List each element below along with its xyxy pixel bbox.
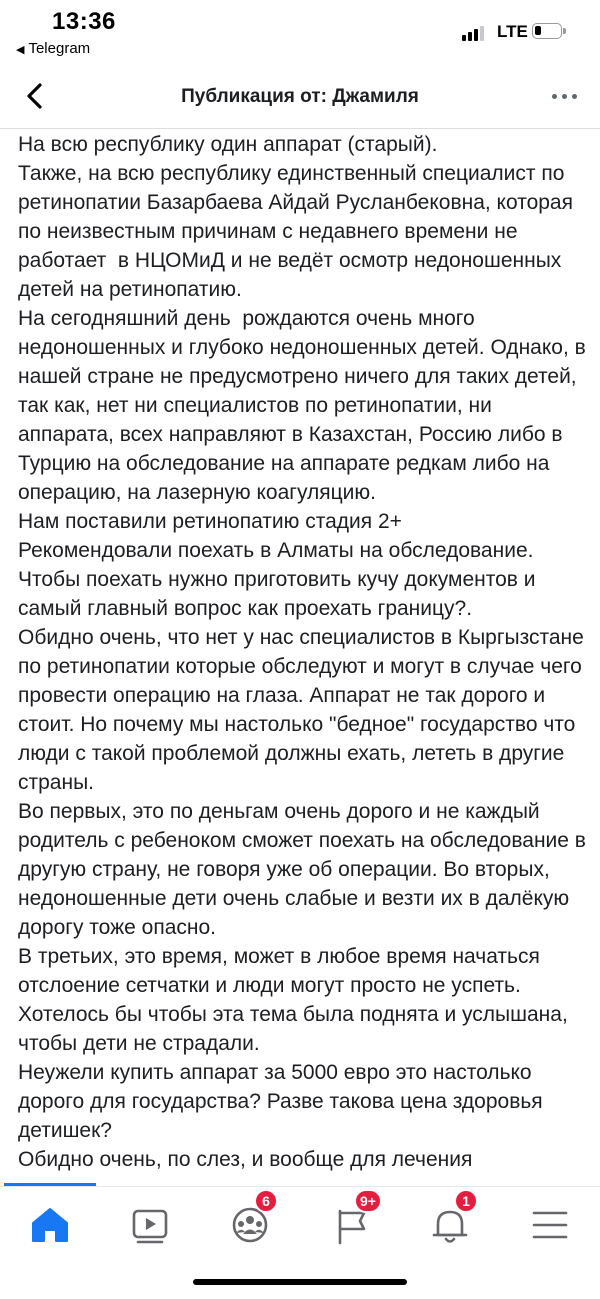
signal-icon <box>462 25 488 41</box>
pages-badge: 9+ <box>354 1189 382 1213</box>
post-paragraph: Нам поставили ретинопатию стадия 2+ <box>18 510 402 533</box>
post-paragraph: Обидно очень, что нет у нас специалистов в Кыргызстане по ретинопатии которые обследуют и могут в случае чего провести операцию на глаза. Аппарат не так дорого и стоит. Но почему мы настолько "бедное" государство что люди с такой проблемой должны ехать, лететь в другие страны. <box>18 626 590 794</box>
video-play-icon <box>120 1203 180 1247</box>
post-paragraph: Рекомендовали поехать в Алматы на обследование. Чтобы поехать нужно приготовить кучу документов и самый главный вопрос как проехать границу?. <box>18 539 542 620</box>
tab-menu[interactable] <box>520 1203 580 1247</box>
post-paragraph: На сегодняшний день рождаются очень много недоношенных и глубоко недоношенных детей. Однако, в нашей стране не предусмотрено ничего для таких детей, так как, нет ни специалистов по ретинопатии, ни аппарата, всех направляют в Казахстан, Россию либо в Турцию на обследование на аппарате редкам либо на операцию, на лазерную коагуляцию. <box>18 307 592 504</box>
notifications-badge: 1 <box>454 1189 478 1213</box>
home-icon <box>20 1203 80 1247</box>
post-paragraph: Обидно очень, по слез, и вообще для лечения <box>18 1148 473 1171</box>
page-title: Публикация от: Джамиля <box>181 86 419 107</box>
battery-icon <box>532 23 562 39</box>
tab-watch[interactable] <box>120 1203 180 1247</box>
status-bar <box>0 0 600 62</box>
tab-notifications[interactable] <box>420 1193 480 1247</box>
back-app-label: Telegram <box>28 40 91 57</box>
back-to-app-link[interactable] <box>16 40 90 57</box>
groups-badge: 6 <box>254 1189 278 1213</box>
status-time: 13:36 <box>52 8 116 35</box>
post-paragraph: Хотелось бы чтобы эта тема была поднята и услышана, чтобы дети не страдали. <box>18 1003 574 1055</box>
post-paragraph: Также, на всю республику единственный специалист по ретинопатии Базарбаева Айдай Русланбековна, которая по неизвестным причинам с недавнего времени не работает в НЦОМиД и не ведёт осмотр недоношенных детей на ретинопатию. <box>18 162 579 301</box>
post-paragraph: Неужели купить аппарат за 5000 евро это настолько дорого для государства? Разве такова цена здоровья детишек? <box>18 1061 549 1142</box>
post-paragraph: Во первых, это по деньгам очень дорого и не каждый родитель с ребеноком сможет поехать на обследование в другую страну, не говоря уже об операции. Во вторых, недоношенные дети очень слабые и везти их в далёкую дорогу тоже опасно. <box>18 800 592 939</box>
post-header <box>0 66 600 129</box>
tab-home[interactable] <box>20 1203 80 1247</box>
menu-icon <box>520 1203 580 1247</box>
more-options-button[interactable] <box>552 94 580 102</box>
tab-groups[interactable] <box>220 1193 280 1247</box>
network-type: LTE <box>497 22 528 41</box>
back-triangle-icon: ◀ <box>16 44 25 56</box>
tab-pages[interactable] <box>320 1193 380 1247</box>
post-body <box>18 130 590 1185</box>
home-indicator[interactable] <box>193 1279 407 1285</box>
post-paragraph: На всю республику один аппарат (старый). <box>18 133 438 156</box>
post-paragraph: В третьих, это время, может в любое время начаться отслоение сетчатки и люди могут просто не успеть. <box>18 945 546 997</box>
